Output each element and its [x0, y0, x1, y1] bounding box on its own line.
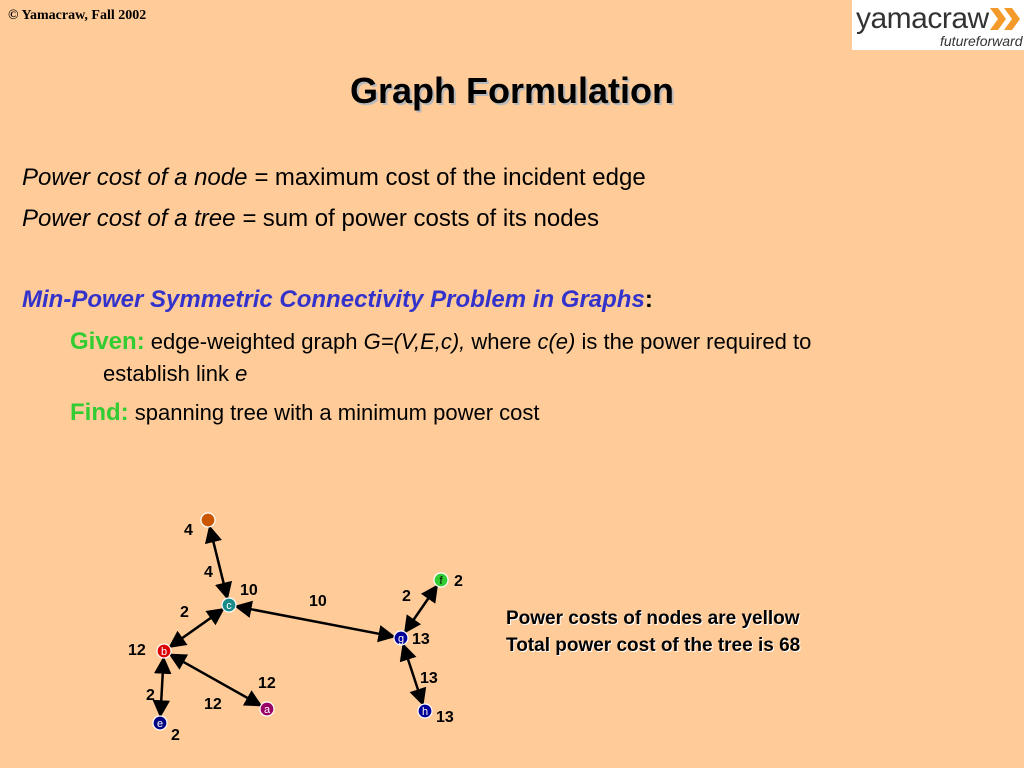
given-text-line2: establish link [103, 361, 236, 386]
given-text-b: where [465, 329, 538, 354]
node-label-b: b [160, 646, 168, 658]
node-power-c: 10 [240, 582, 258, 599]
slide-title: Graph Formulation [350, 70, 674, 111]
node-power-d: 4 [184, 522, 193, 539]
node-label-c: c [226, 600, 232, 612]
edge-c-g [236, 606, 394, 636]
node-label-d: d [204, 515, 212, 527]
node-label-a: a [263, 704, 271, 716]
problem-colon: : [644, 286, 653, 313]
find-text: spanning tree with a minimum power cost [128, 400, 540, 425]
edge-d-c [210, 527, 228, 598]
copyright-text: © Yamacraw, Fall 2002 [8, 8, 147, 23]
given-text-a: edge-weighted graph [144, 329, 364, 354]
edge-weight-b-e: 2 [146, 687, 155, 704]
node-label-e: e [156, 718, 164, 730]
find-label: Find: [70, 399, 129, 426]
edge-weight-b-a: 12 [204, 696, 222, 713]
node-cost-text: maximum cost of the incident edge [268, 164, 646, 191]
edge-c-b [170, 609, 224, 647]
tree-cost-text: sum of power costs of its nodes [256, 205, 599, 232]
edge-weight-g-f: 2 [402, 588, 411, 605]
tree-cost-term: Power cost of a tree = [22, 205, 257, 232]
node-power-h: 13 [436, 709, 454, 726]
node-label-h: h [421, 706, 429, 718]
edge-b-e [160, 658, 163, 716]
logo-word: yamacraw [856, 2, 989, 35]
edge-weight-g-h: 13 [420, 670, 438, 687]
node-label-f: f [439, 575, 443, 587]
summary-box [506, 605, 800, 659]
edge-weight-c-b: 2 [180, 604, 189, 621]
node-power-e: 2 [171, 727, 180, 744]
node-power-a: 12 [258, 675, 276, 692]
edge-weight-c-g: 10 [309, 593, 327, 610]
node-power-b: 12 [128, 642, 146, 659]
node-power-f: 2 [454, 573, 463, 590]
node-label-g: g [397, 633, 405, 645]
problem-name: Min-Power Symmetric Connectivity Problem in Graphs [22, 286, 645, 313]
edge-weight-d-c: 4 [204, 564, 213, 581]
given-e: e [235, 361, 248, 386]
summary-line-1: Power costs of nodes are yellow [506, 608, 800, 629]
given-text-c: is the power required to [575, 329, 812, 354]
summary-line-2: Total power cost of the tree is 68 [506, 635, 801, 656]
node-cost-term: Power cost of a node = [22, 164, 269, 191]
node-power-g: 13 [412, 631, 430, 648]
given-label: Given: [70, 328, 145, 355]
given-graph: G=(V,E,c), [363, 329, 466, 354]
logo-tagline: futureforward [940, 33, 1023, 49]
given-ce: c(e) [537, 329, 576, 354]
